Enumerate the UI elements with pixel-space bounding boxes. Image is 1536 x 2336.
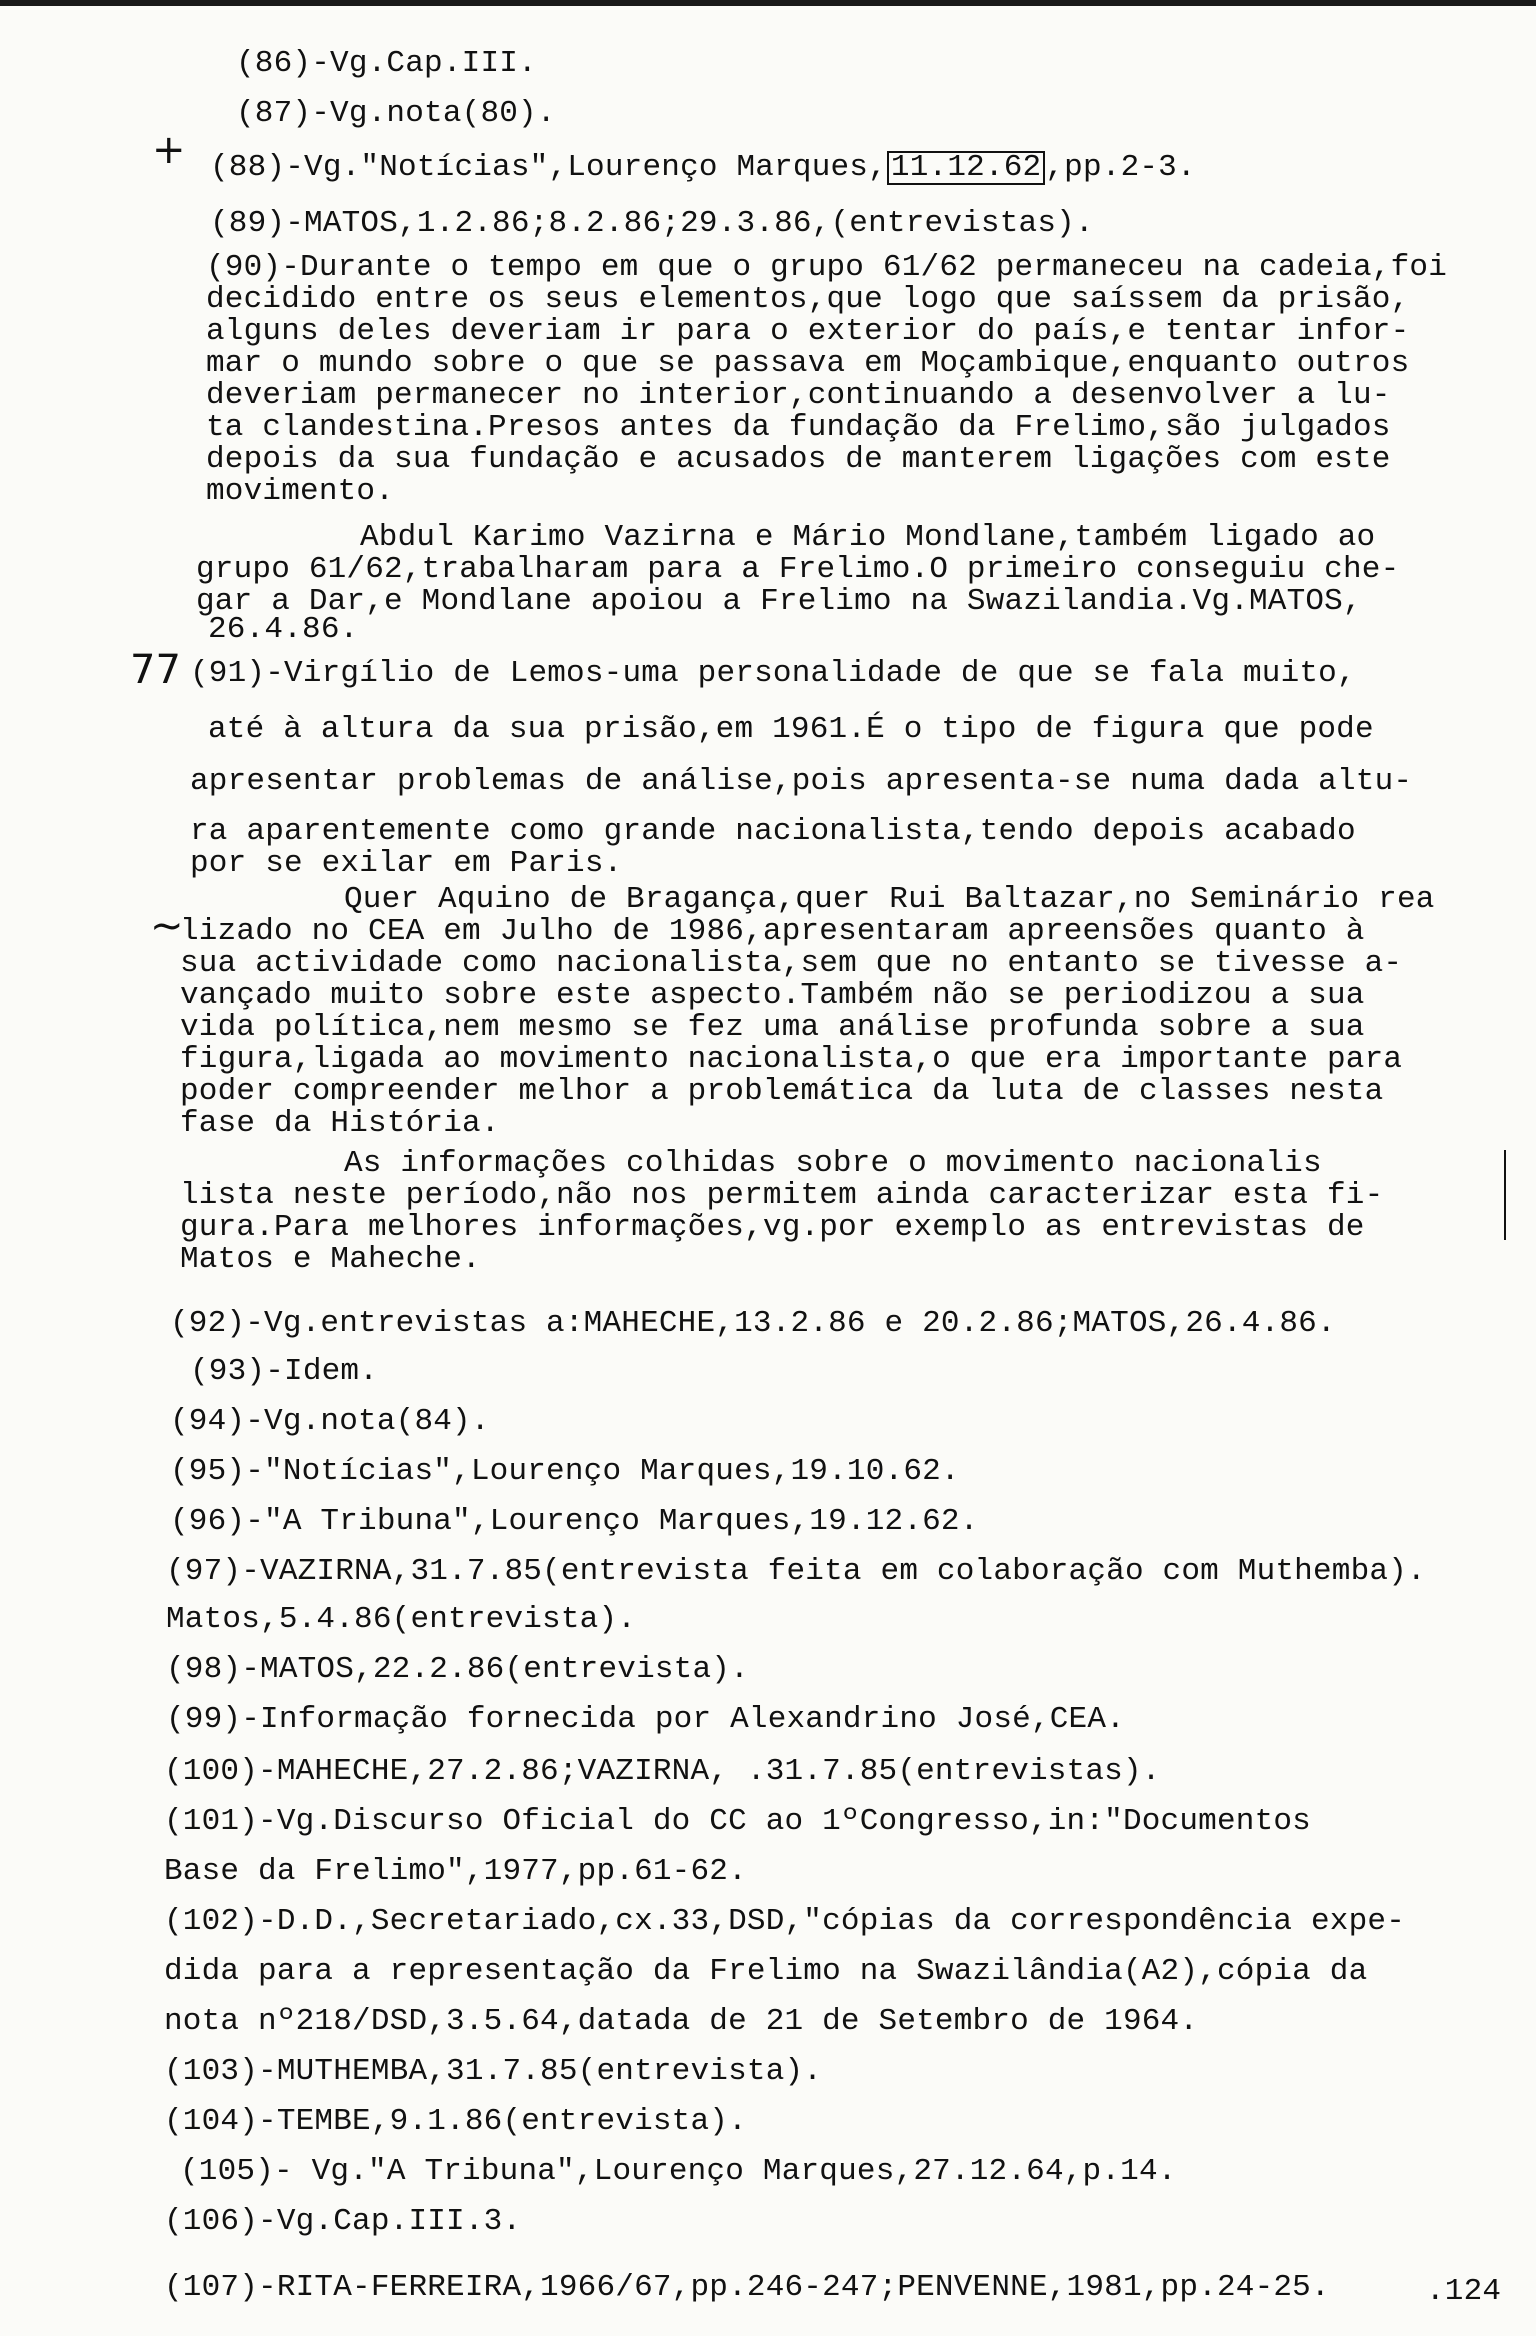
note-91-line-6: Quer Aquino de Bragança,quer Rui Baltazar,no Seminário rea (344, 882, 1435, 917)
note-90-line-12: 26.4.86. (208, 612, 359, 647)
note-90-line-7: depois da sua fundação e acusados de manterem ligações com este (206, 442, 1391, 477)
note-100: (100)-MAHECHE,27.2.86;VAZIRNA, .31.7.85(entrevistas). (164, 1754, 1161, 1789)
note-91-line-5: por se exilar em Paris. (190, 846, 623, 881)
note-91-line-14: As informações colhidas sobre o movimento nacionalis (344, 1146, 1322, 1181)
note-90-line-4: mar o mundo sobre o que se passava em Moçambique,enquanto outros (206, 346, 1410, 381)
note-91-line-1: (91)-Virgílio de Lemos-uma personalidade de que se fala muito, (190, 656, 1356, 691)
note-91-line-8: sua actividade como nacionalista,sem que no entanto se tivesse a- (180, 946, 1403, 981)
note-91-line-16: gura.Para melhores informações,vg.por exemplo as entrevistas de (180, 1210, 1365, 1245)
note-87: (87)-Vg.nota(80). (236, 96, 556, 131)
note-97-continued: Matos,5.4.86(entrevista). (166, 1602, 637, 1637)
note-91-line-12: poder compreender melhor a problemática da luta de classes nesta (180, 1074, 1384, 1109)
note-91-line-13: fase da História. (180, 1106, 500, 1141)
note-102-continued-1: dida para a representação da Frelimo na Swazilândia(A2),cópia da (164, 1954, 1368, 1989)
note-105: (105)- Vg."A Tribuna",Lourenço Marques,27.12.64,p.14. (180, 2154, 1177, 2189)
note-91-line-11: figura,ligada ao movimento nacionalista,o que era importante para (180, 1042, 1403, 1077)
note-88-suffix: ,pp.2-3. (1045, 150, 1196, 185)
note-90-line-6: ta clandestina.Presos antes da fundação da Frelimo,são julgados (206, 410, 1391, 445)
note-90-line-2: decidido entre os seus elementos,que logo que saíssem da prisão, (206, 282, 1410, 317)
note-90-line-5: deveriam permanecer no interior,continuando a desenvolver a lu- (206, 378, 1391, 413)
note-96: (96)-"A Tribuna",Lourenço Marques,19.12.62. (170, 1504, 979, 1539)
note-102-continued-2: nota nº218/DSD,3.5.64,datada de 21 de Setembro de 1964. (164, 2004, 1199, 2039)
note-99: (99)-Informação fornecida por Alexandrino José,CEA. (166, 1702, 1125, 1737)
note-88-boxed-date: 11.12.62 (887, 151, 1045, 185)
note-90-line-1: (90)-Durante o tempo em que o grupo 61/62 permaneceu na cadeia,foi (206, 250, 1447, 285)
note-90-line-3: alguns deles deveriam ir para o exterior do país,e tentar infor- (206, 314, 1410, 349)
note-90-line-9: Abdul Karimo Vazirna e Mário Mondlane,também ligado ao (360, 520, 1376, 555)
note-106: (106)-Vg.Cap.III.3. (164, 2204, 522, 2239)
note-98: (98)-MATOS,22.2.86(entrevista). (166, 1652, 749, 1687)
note-90-line-11: gar a Dar,e Mondlane apoiou a Frelimo na Swazilandia.Vg.MATOS, (196, 584, 1362, 619)
note-90-line-8: movimento. (206, 474, 395, 509)
margin-mark-88: + (152, 127, 186, 173)
note-92: (92)-Vg.entrevistas a:MAHECHE,13.2.86 e 20.2.86;MATOS,26.4.86. (170, 1306, 1336, 1341)
note-93: (93)-Idem. (190, 1354, 379, 1389)
note-104: (104)-TEMBE,9.1.86(entrevista). (164, 2104, 747, 2139)
top-edge-rule (0, 0, 1536, 6)
note-86: (86)-Vg.Cap.III. (236, 46, 537, 81)
note-102: (102)-D.D.,Secretariado,cx.33,DSD,"cópias da correspondência expe- (164, 1904, 1405, 1939)
margin-vertical-rule (1504, 1150, 1506, 1240)
note-91-line-10: vida política,nem mesmo se fez uma análise profunda sobre a sua (180, 1010, 1365, 1045)
note-103: (103)-MUTHEMBA,31.7.85(entrevista). (164, 2054, 823, 2089)
page-number: .124 (1426, 2274, 1502, 2309)
note-91-line-15: lista neste período,não nos permitem ainda caracterizar esta fi- (180, 1178, 1384, 1213)
note-101: (101)-Vg.Discurso Oficial do CC ao 1ºCongresso,in:"Documentos (164, 1804, 1311, 1839)
note-91-line-4: ra aparentemente como grande nacionalista,tendo depois acabado (190, 814, 1356, 849)
note-107: (107)-RITA-FERREIRA,1966/67,pp.246-247;PENVENNE,1981,pp.24-25. (164, 2270, 1330, 2305)
note-91-line-9: vançado muito sobre este aspecto.Também não se periodizou a sua (180, 978, 1365, 1013)
note-88-prefix: (88)-Vg."Notícias",Lourenço Marques, (210, 150, 887, 185)
note-97: (97)-VAZIRNA,31.7.85(entrevista feita em colaboração com Muthemba). (166, 1554, 1426, 1589)
note-95: (95)-"Notícias",Lourenço Marques,19.10.62. (170, 1454, 960, 1489)
note-101-continued: Base da Frelimo",1977,pp.61-62. (164, 1854, 747, 1889)
margin-mark-91-quer: ~ (150, 903, 184, 949)
note-91-line-7: lizado no CEA em Julho de 1986,apresentaram apreensões quanto à (180, 914, 1365, 949)
margin-mark-91: 77 (130, 647, 181, 693)
note-94: (94)-Vg.nota(84). (170, 1404, 490, 1439)
note-90-line-10: grupo 61/62,trabalharam para a Frelimo.O primeiro conseguiu che- (196, 552, 1400, 587)
note-91-line-3: apresentar problemas de análise,pois apresenta-se numa dada altu- (190, 764, 1413, 799)
note-91-line-2: até à altura da sua prisão,em 1961.É o tipo de figura que pode (208, 712, 1374, 747)
note-89: (89)-MATOS,1.2.86;8.2.86;29.3.86,(entrevistas). (210, 206, 1094, 241)
note-88 (210, 150, 1196, 186)
note-91-line-17: Matos e Maheche. (180, 1242, 481, 1277)
